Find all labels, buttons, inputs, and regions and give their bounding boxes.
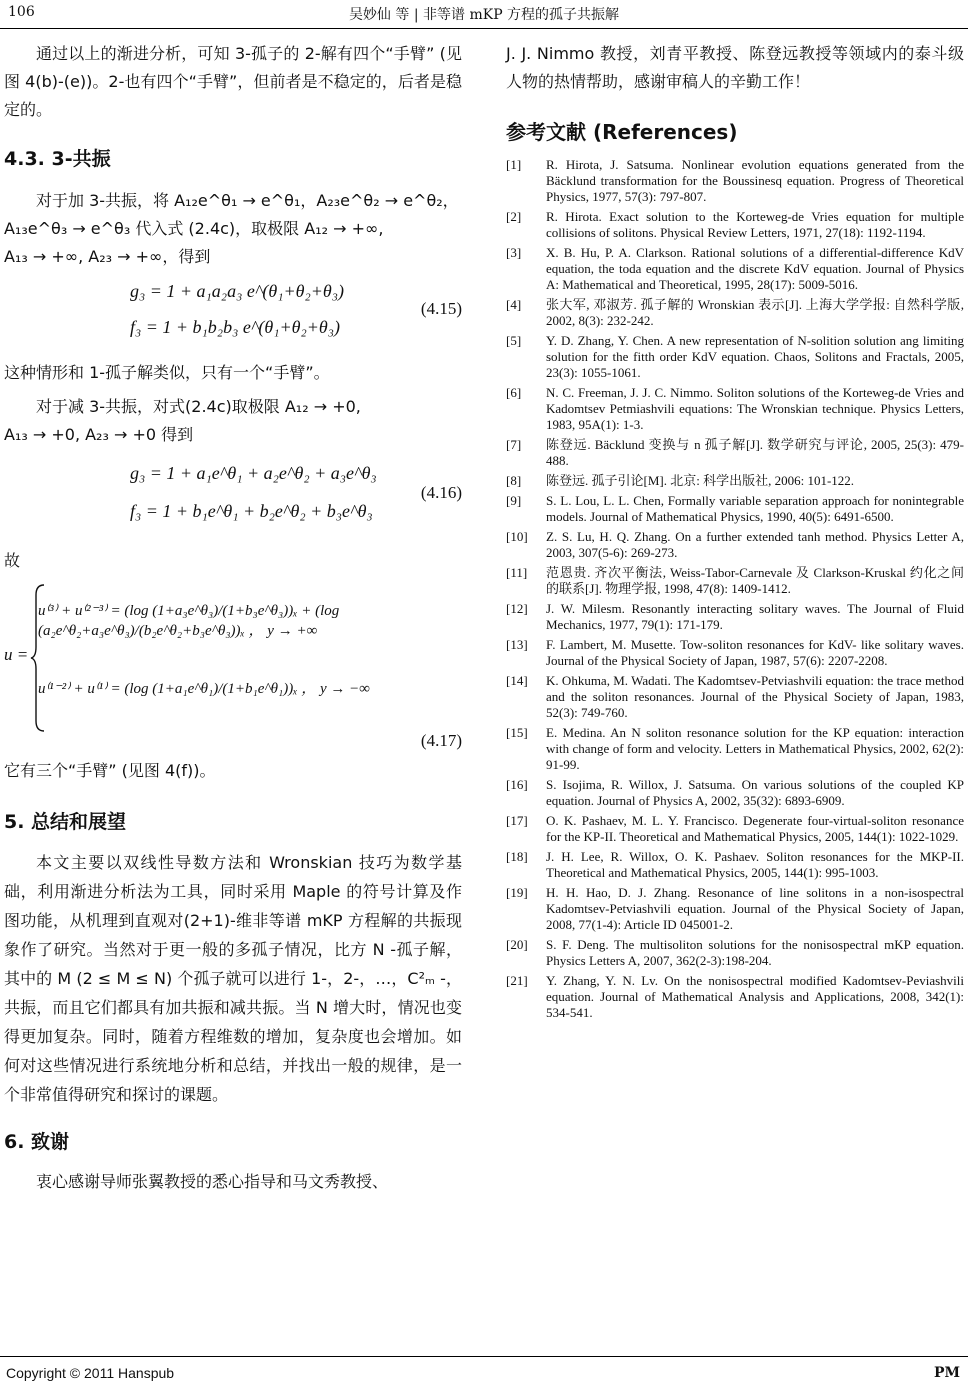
reference-text: K. Ohkuma, M. Wadati. The Kadomtsev-Petviashvili equation: the trace method and the soliton resonances. Journal of the Physical Society of Japan, 1983, 52(3): 749-760. <box>546 673 964 720</box>
reference-text: O. K. Pashaev, M. L. Y. Francisco. Degenerate four-virtual-soliton resonance for the KP-II. Theoretical and Mathematical Physics, 2005, 144(1): 1022-1029. <box>546 813 964 844</box>
reference-text: F. Lambert, M. Musette. Tow-soliton resonances for KdV- like solitary waves. Journal of the Physical Society of Japan, 1987, 57(6): 2207-2208. <box>546 637 964 668</box>
sub-resonance-line-2: A₁₃ → +0, A₂₃ → +0 得到 <box>4 425 194 444</box>
sub-resonance-text <box>4 393 462 449</box>
equation-4-17-line-1: u⁽³⁾ + u⁽²⁻³⁾ = (log (1+a₃e^θ₃)/(1+b₃e^θ₃))ₓ + (log (a₂e^θ₂+a₃e^θ₃)/(b₂e^θ₂+b₃e^θ₃))ₓ ， y → +∞ <box>38 603 340 639</box>
reference-item <box>506 209 964 241</box>
reference-text: Y. Zhang, Y. N. Lv. On the nonisospectral modified Kadomtsev-Peviashvili equation. Journal of Mathematical Analysis and Applications, 2008, 342(1): 534-541. <box>546 973 964 1020</box>
add-resonance-line-3: A₁₃ → +∞, A₂₃ → +∞，得到 <box>4 247 211 266</box>
reference-number: [14] <box>506 673 528 688</box>
reference-item <box>506 333 964 381</box>
reference-text: 陈登远. Bäcklund 变换与 n 孤子解[J]. 数学研究与评论, 2005, 25(3): 479-488. <box>546 437 964 468</box>
equation-4-15-g: g₃ = 1 + a₁a₂a₃ e^(θ₁+θ₂+θ₃) <box>130 281 344 301</box>
section-heading-6: 6. 致谢 <box>4 1131 70 1153</box>
reference-text: S. F. Deng. The multisoliton solutions for the nonisospectral mKP equation. Physics Letters A, 2007, 362(2-3):198-204. <box>546 937 964 968</box>
sub-resonance-line-1: 对于减 3-共振，对式(2.4c)取极限 A₁₂ → +0, <box>36 397 361 416</box>
reference-text: Y. D. Zhang, Y. Chen. A new representation of N-solition solution ang limiting solution for the fitth order KdV equation. Chaos, Solitons and Fractals, 2005, 23(3): 1055-1061. <box>546 333 964 380</box>
reference-number: [10] <box>506 529 528 544</box>
summary-paragraph: 本文主要以双线性导数方法和 Wronskian 技巧为数学基础，利用渐进分析法为工具，同时采用 Maple 的符号计算及作图功能，从机理到直观对(2+1)-维非等谱 mKP 方程解的共振现象作了研究。当然对于更一般的多孤子情况，比方 N -孤子解，其中的 M (2 ≤ M ≤ N) 个孤子就可以进行 1-，2-，…，C²ₘ -，共振，而且它们都具有加共振和减共振。当 N 增大时，情况也变得更加复杂。同时，随着方程维数的增加，复杂度也会增加。如何对这些情况进行系统地分析和总结，并找出一般的规律，是一个非常值得研究和探讨的课题。 <box>4 853 462 1104</box>
reference-item <box>506 297 964 329</box>
equation-number-4-16: (4.16) <box>420 483 462 502</box>
reference-number: [7] <box>506 437 522 452</box>
equation-4-16-g: g₃ = 1 + a₁e^θ₁ + a₂e^θ₂ + a₃e^θ₃ <box>130 463 377 483</box>
add-resonance-line-1: 对于加 3-共振，将 A₁₂e^θ₁ → e^θ₁，A₂₃e^θ₂ → e^θ₂， <box>36 191 459 210</box>
references-heading: 参考文献 (References) <box>506 120 738 144</box>
reference-text: E. Medina. An N soliton resonance solution for the KP equation: interaction with change of form and velocity. Letters in Mathematical Physics, 2002, 62(2): 91-99. <box>546 725 964 772</box>
reference-number: [17] <box>506 813 528 828</box>
reference-number: [12] <box>506 601 528 616</box>
acknowledgement-paragraph: 衷心感谢导师张翼教授的悉心指导和马文秀教授、 <box>36 1172 389 1191</box>
after-4-15-text: 这种情形和 1-孤子解类似，只有一个“手臂”。 <box>4 363 330 382</box>
reference-text: S. L. Lou, L. L. Chen, Formally variable separation approach for nonintegrable models. Journal of Mathematical Physics, 1990, 40(5): 6491-6500. <box>546 493 964 524</box>
reference-number: [15] <box>506 725 528 740</box>
right-column <box>506 40 964 1340</box>
reference-number: [2] <box>506 209 522 224</box>
reference-item <box>506 565 964 597</box>
reference-item <box>506 529 964 561</box>
reference-number: [21] <box>506 973 528 988</box>
reference-list <box>506 157 964 1021</box>
journal-abbrev: PM <box>933 1365 960 1381</box>
reference-item <box>506 385 964 433</box>
reference-item <box>506 937 964 969</box>
reference-text: N. C. Freeman, J. J. C. Nimmo. Soliton solutions of the Korteweg-de Vries and Kadomtsev Petmiashvili equations: The Wronskian technique. Physics Letters, 1983, 95A(1): 1-3. <box>546 385 964 432</box>
reference-number: [1] <box>506 157 522 172</box>
reference-item <box>506 601 964 633</box>
reference-item <box>506 673 964 721</box>
reference-text: R. Hirota, J. Satsuma. Nonlinear evolution equations generated from the Bäcklund transformation for the Boussinesq equation. Progress of Theoretical Physics, 1977, 57(3): 797-807. <box>546 157 964 204</box>
equation-4-16-f: f₃ = 1 + b₁e^θ₁ + b₂e^θ₂ + b₃e^θ₃ <box>130 501 373 521</box>
equation-number-4-17: (4.17) <box>420 731 462 750</box>
reference-item <box>506 157 964 205</box>
section-heading-5: 5. 总结和展望 <box>4 811 127 833</box>
left-column <box>4 40 462 1340</box>
equation-4-17 <box>4 583 462 753</box>
reference-item <box>506 849 964 881</box>
reference-text: 范恩贵. 齐次平衡法, Weiss-Tabor-Carnevale 及 Clarkson-Kruskal 约化之间的联系[J]. 物理学报, 1998, 47(8): 1409-1412. <box>546 565 964 596</box>
equation-4-15-f: f₃ = 1 + b₁b₂b₃ e^(θ₁+θ₂+θ₃) <box>130 317 340 337</box>
therefore-text: 故 <box>4 551 21 570</box>
reference-number: [9] <box>506 493 522 508</box>
equation-4-15 <box>4 277 462 353</box>
reference-number: [18] <box>506 849 528 864</box>
reference-item <box>506 973 964 1021</box>
running-title: 吴妙仙 等 | 非等谱 mKP 方程的孤子共振解 <box>348 7 620 23</box>
reference-text: S. Isojima, R. Willox, J. Satsuma. On various solutions of the coupled KP equation. Journal of Physics A, 2002, 35(32): 6893-6909. <box>546 777 964 808</box>
reference-text: H. H. Hao, D. J. Zhang. Resonance of line solitons in a non-isospectral Kadomtsev-Petviashvili equation. Journal of the Physical Society of Japan, 2008, 77(1-4): Article ID 045001-2. <box>546 885 964 932</box>
reference-text: Z. S. Lu, H. Q. Zhang. On a further extended tanh method. Physics Letter A, 2003, 307(5-6): 269-273. <box>546 529 964 560</box>
reference-number: [19] <box>506 885 528 900</box>
reference-item <box>506 637 964 669</box>
reference-number: [11] <box>506 565 528 580</box>
reference-text: R. Hirota. Exact solution to the Korteweg-de Vries equation for multiple collisions of solitons. Physical Review Letters, 1971, 27(18): 1192-1194. <box>546 209 964 240</box>
intro-paragraph: 通过以上的渐进分析，可知 3-孤子的 2-解有四个“手臂” (见图 4(b)-(e))。2-也有四个“手臂”，但前者是不稳定的，后者是稳定的。 <box>4 44 462 119</box>
page-number: 106 <box>8 4 35 20</box>
reference-number: [20] <box>506 937 528 952</box>
equation-4-17-line-2: u⁽¹⁻²⁾ + u⁽¹⁾ = (log (1+a₁e^θ₁)/(1+b₁e^θ₁))ₓ ， y → −∞ <box>38 681 370 697</box>
add-resonance-text <box>4 187 462 271</box>
reference-text: X. B. Hu, P. A. Clarkson. Rational solutions of a differential-difference KdV equation, the toda equation and the discrete KdV equation. Journal of Physics A: Mathematical and Theoretical, 1995, 28(17): 5009-5016. <box>546 245 964 292</box>
reference-item <box>506 885 964 933</box>
reference-text: 张大军, 邓淑芳. 孤子解的 Wronskian 表示[J]. 上海大学学报: 自然科学版, 2002, 8(3): 232-242. <box>546 297 964 328</box>
reference-number: [13] <box>506 637 528 652</box>
section-heading-4-3: 4.3. 3-共振 <box>4 148 111 170</box>
reference-item <box>506 245 964 293</box>
acknowledgement-continued: J. J. Nimmo 教授，刘青平教授、陈登远教授等领域内的泰斗级人物的热情帮助，感谢审稿人的辛勤工作！ <box>506 44 964 91</box>
page-header <box>0 0 968 29</box>
equation-number-4-15: (4.15) <box>420 299 462 318</box>
reference-number: [4] <box>506 297 522 312</box>
reference-text: 陈登远. 孤子引论[M]. 北京: 科学出版社, 2006: 101-122. <box>546 473 855 488</box>
reference-item <box>506 725 964 773</box>
equation-4-16 <box>4 457 462 537</box>
after-4-17-text: 它有三个“手臂” (见图 4(f))。 <box>4 761 216 780</box>
reference-item <box>506 777 964 809</box>
equation-4-17-lhs: u = <box>4 645 29 664</box>
reference-item <box>506 813 964 845</box>
reference-item <box>506 473 964 489</box>
reference-number: [8] <box>506 473 522 488</box>
reference-text: J. W. Milesm. Resonantly interacting solitary waves. The Journal of Fluid Mechanics, 1977, 79(1): 171-179. <box>546 601 964 632</box>
page-footer <box>0 1356 968 1387</box>
add-resonance-line-2: A₁₃e^θ₃ → e^θ₃ 代入式 (2.4c)，取极限 A₁₂ → +∞, <box>4 219 384 238</box>
reference-item <box>506 437 964 469</box>
reference-item <box>506 493 964 525</box>
reference-number: [16] <box>506 777 528 792</box>
copyright-text: Copyright © 2011 Hanspub <box>6 1365 175 1381</box>
reference-number: [6] <box>506 385 522 400</box>
reference-text: J. H. Lee, R. Willox, O. K. Pashaev. Soliton resonances for the MKP-II. Theoretical and Mathematical Physics, 2005, 144(1): 995-1003. <box>546 849 964 880</box>
reference-number: [5] <box>506 333 522 348</box>
reference-number: [3] <box>506 245 522 260</box>
